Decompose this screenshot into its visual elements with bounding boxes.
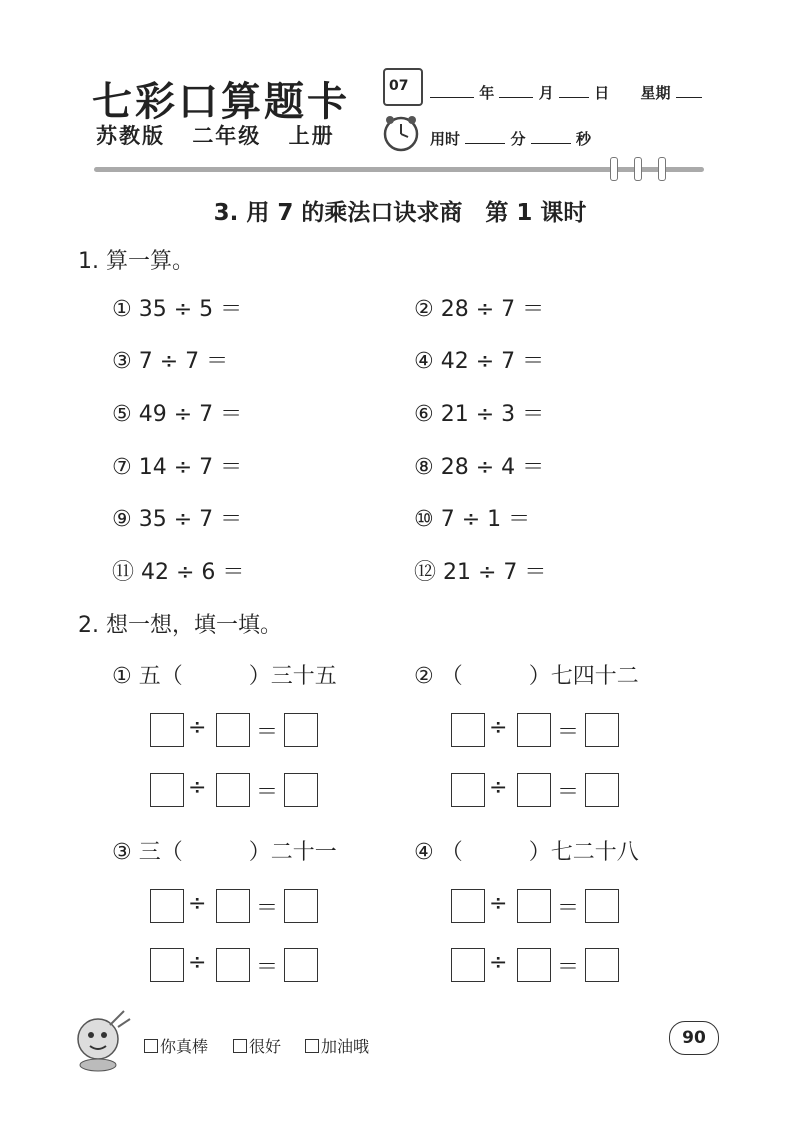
calendar-icon: 07 xyxy=(383,68,423,106)
problem-3: ③ 7 ÷ 7 ＝ xyxy=(112,349,229,374)
answer-box-dividend[interactable] xyxy=(150,889,184,923)
equation-row xyxy=(451,948,626,984)
lesson-title: 3. 用 7 的乘法口诀求商 第 1 课时 xyxy=(213,200,587,226)
problem-12: ⑫ 21 ÷ 7 ＝ xyxy=(414,560,547,585)
answer-box-quotient[interactable] xyxy=(585,948,619,982)
prompt-2: ② （ ）七四十二 xyxy=(414,664,639,689)
answer-box-dividend[interactable] xyxy=(150,948,184,982)
equals-sign: ＝ xyxy=(557,955,580,980)
divide-sign: ÷ xyxy=(489,775,508,800)
problem-11: ⑪ 42 ÷ 6 ＝ xyxy=(112,560,245,585)
answer-box-quotient[interactable] xyxy=(585,889,619,923)
eval-option-great[interactable]: 你真棒 xyxy=(144,1034,208,1057)
equals-sign: ＝ xyxy=(557,780,580,805)
equals-sign: ＝ xyxy=(557,720,580,745)
equals-sign: ＝ xyxy=(256,955,279,980)
divide-sign: ÷ xyxy=(489,715,508,740)
divide-sign: ÷ xyxy=(489,950,508,975)
answer-box-divisor[interactable] xyxy=(216,713,250,747)
section-2-title: 2. 想一想，填一填。 xyxy=(78,613,282,638)
answer-box-quotient[interactable] xyxy=(585,773,619,807)
answer-box-quotient[interactable] xyxy=(284,773,318,807)
answer-box-dividend[interactable] xyxy=(150,713,184,747)
problem-2: ② 28 ÷ 7 ＝ xyxy=(414,297,545,322)
divide-sign: ÷ xyxy=(489,891,508,916)
edition-info xyxy=(96,120,353,150)
problem-6: ⑥ 21 ÷ 3 ＝ xyxy=(414,402,545,427)
answer-box-divisor[interactable] xyxy=(517,713,551,747)
page-number: 90 xyxy=(669,1021,719,1055)
problem-5: ⑤ 49 ÷ 7 ＝ xyxy=(112,402,243,427)
equals-sign: ＝ xyxy=(256,896,279,921)
answer-box-divisor[interactable] xyxy=(216,889,250,923)
equation-row xyxy=(451,889,626,925)
checkbox-icon[interactable] xyxy=(305,1039,319,1053)
equals-sign: ＝ xyxy=(557,896,580,921)
checkbox-icon[interactable] xyxy=(233,1039,247,1053)
eval-option-good[interactable]: 很好 xyxy=(233,1034,281,1057)
divide-sign: ÷ xyxy=(188,715,207,740)
divide-sign: ÷ xyxy=(188,950,207,975)
binder-clip-icon xyxy=(634,157,642,181)
answer-box-divisor[interactable] xyxy=(216,773,250,807)
answer-box-divisor[interactable] xyxy=(517,889,551,923)
equation-row xyxy=(150,948,325,984)
answer-box-dividend[interactable] xyxy=(150,773,184,807)
mascot-illustration xyxy=(70,1005,134,1073)
edition-volume: 上册 xyxy=(288,124,335,148)
problem-8: ⑧ 28 ÷ 4 ＝ xyxy=(414,455,545,480)
divide-sign: ÷ xyxy=(188,775,207,800)
answer-box-dividend[interactable] xyxy=(451,948,485,982)
prompt-3: ③ 三（ ）二十一 xyxy=(112,840,337,865)
clock-icon xyxy=(381,113,421,153)
eval-option-keep-going[interactable]: 加油哦 xyxy=(305,1034,369,1057)
equals-sign: ＝ xyxy=(256,720,279,745)
binder-clip-icon xyxy=(610,157,618,181)
date-fill-line: 年 月 日 星期 xyxy=(430,82,702,103)
answer-box-divisor[interactable] xyxy=(517,948,551,982)
problem-10: ⑩ 7 ÷ 1 ＝ xyxy=(414,507,531,532)
answer-box-quotient[interactable] xyxy=(284,889,318,923)
edition-grade: 二年级 xyxy=(192,124,262,148)
checkbox-icon[interactable] xyxy=(144,1039,158,1053)
brand-title: 七彩口算题卡 xyxy=(92,78,350,125)
answer-box-dividend[interactable] xyxy=(451,889,485,923)
section-1-title: 1. 算一算。 xyxy=(78,249,194,274)
answer-box-divisor[interactable] xyxy=(216,948,250,982)
prompt-4: ④ （ ）七二十八 xyxy=(414,840,639,865)
answer-box-quotient[interactable] xyxy=(585,713,619,747)
binder-clip-icon xyxy=(658,157,666,181)
equation-row xyxy=(150,713,325,749)
answer-box-dividend[interactable] xyxy=(451,773,485,807)
answer-box-quotient[interactable] xyxy=(284,948,318,982)
problem-1: ① 35 ÷ 5 ＝ xyxy=(112,297,243,322)
equals-sign: ＝ xyxy=(256,780,279,805)
answer-box-quotient[interactable] xyxy=(284,713,318,747)
divide-sign: ÷ xyxy=(188,891,207,916)
prompt-1: ① 五（ ）三十五 xyxy=(112,664,337,689)
answer-box-dividend[interactable] xyxy=(451,713,485,747)
equation-row xyxy=(451,773,626,809)
edition-publisher: 苏教版 xyxy=(96,124,165,148)
equation-row xyxy=(150,773,325,809)
equation-row xyxy=(150,889,325,925)
time-fill-line: 用时 分 秒 xyxy=(430,130,591,148)
problem-4: ④ 42 ÷ 7 ＝ xyxy=(414,349,545,374)
answer-box-divisor[interactable] xyxy=(517,773,551,807)
problem-7: ⑦ 14 ÷ 7 ＝ xyxy=(112,455,243,480)
problem-9: ⑨ 35 ÷ 7 ＝ xyxy=(112,507,243,532)
equation-row xyxy=(451,713,626,749)
